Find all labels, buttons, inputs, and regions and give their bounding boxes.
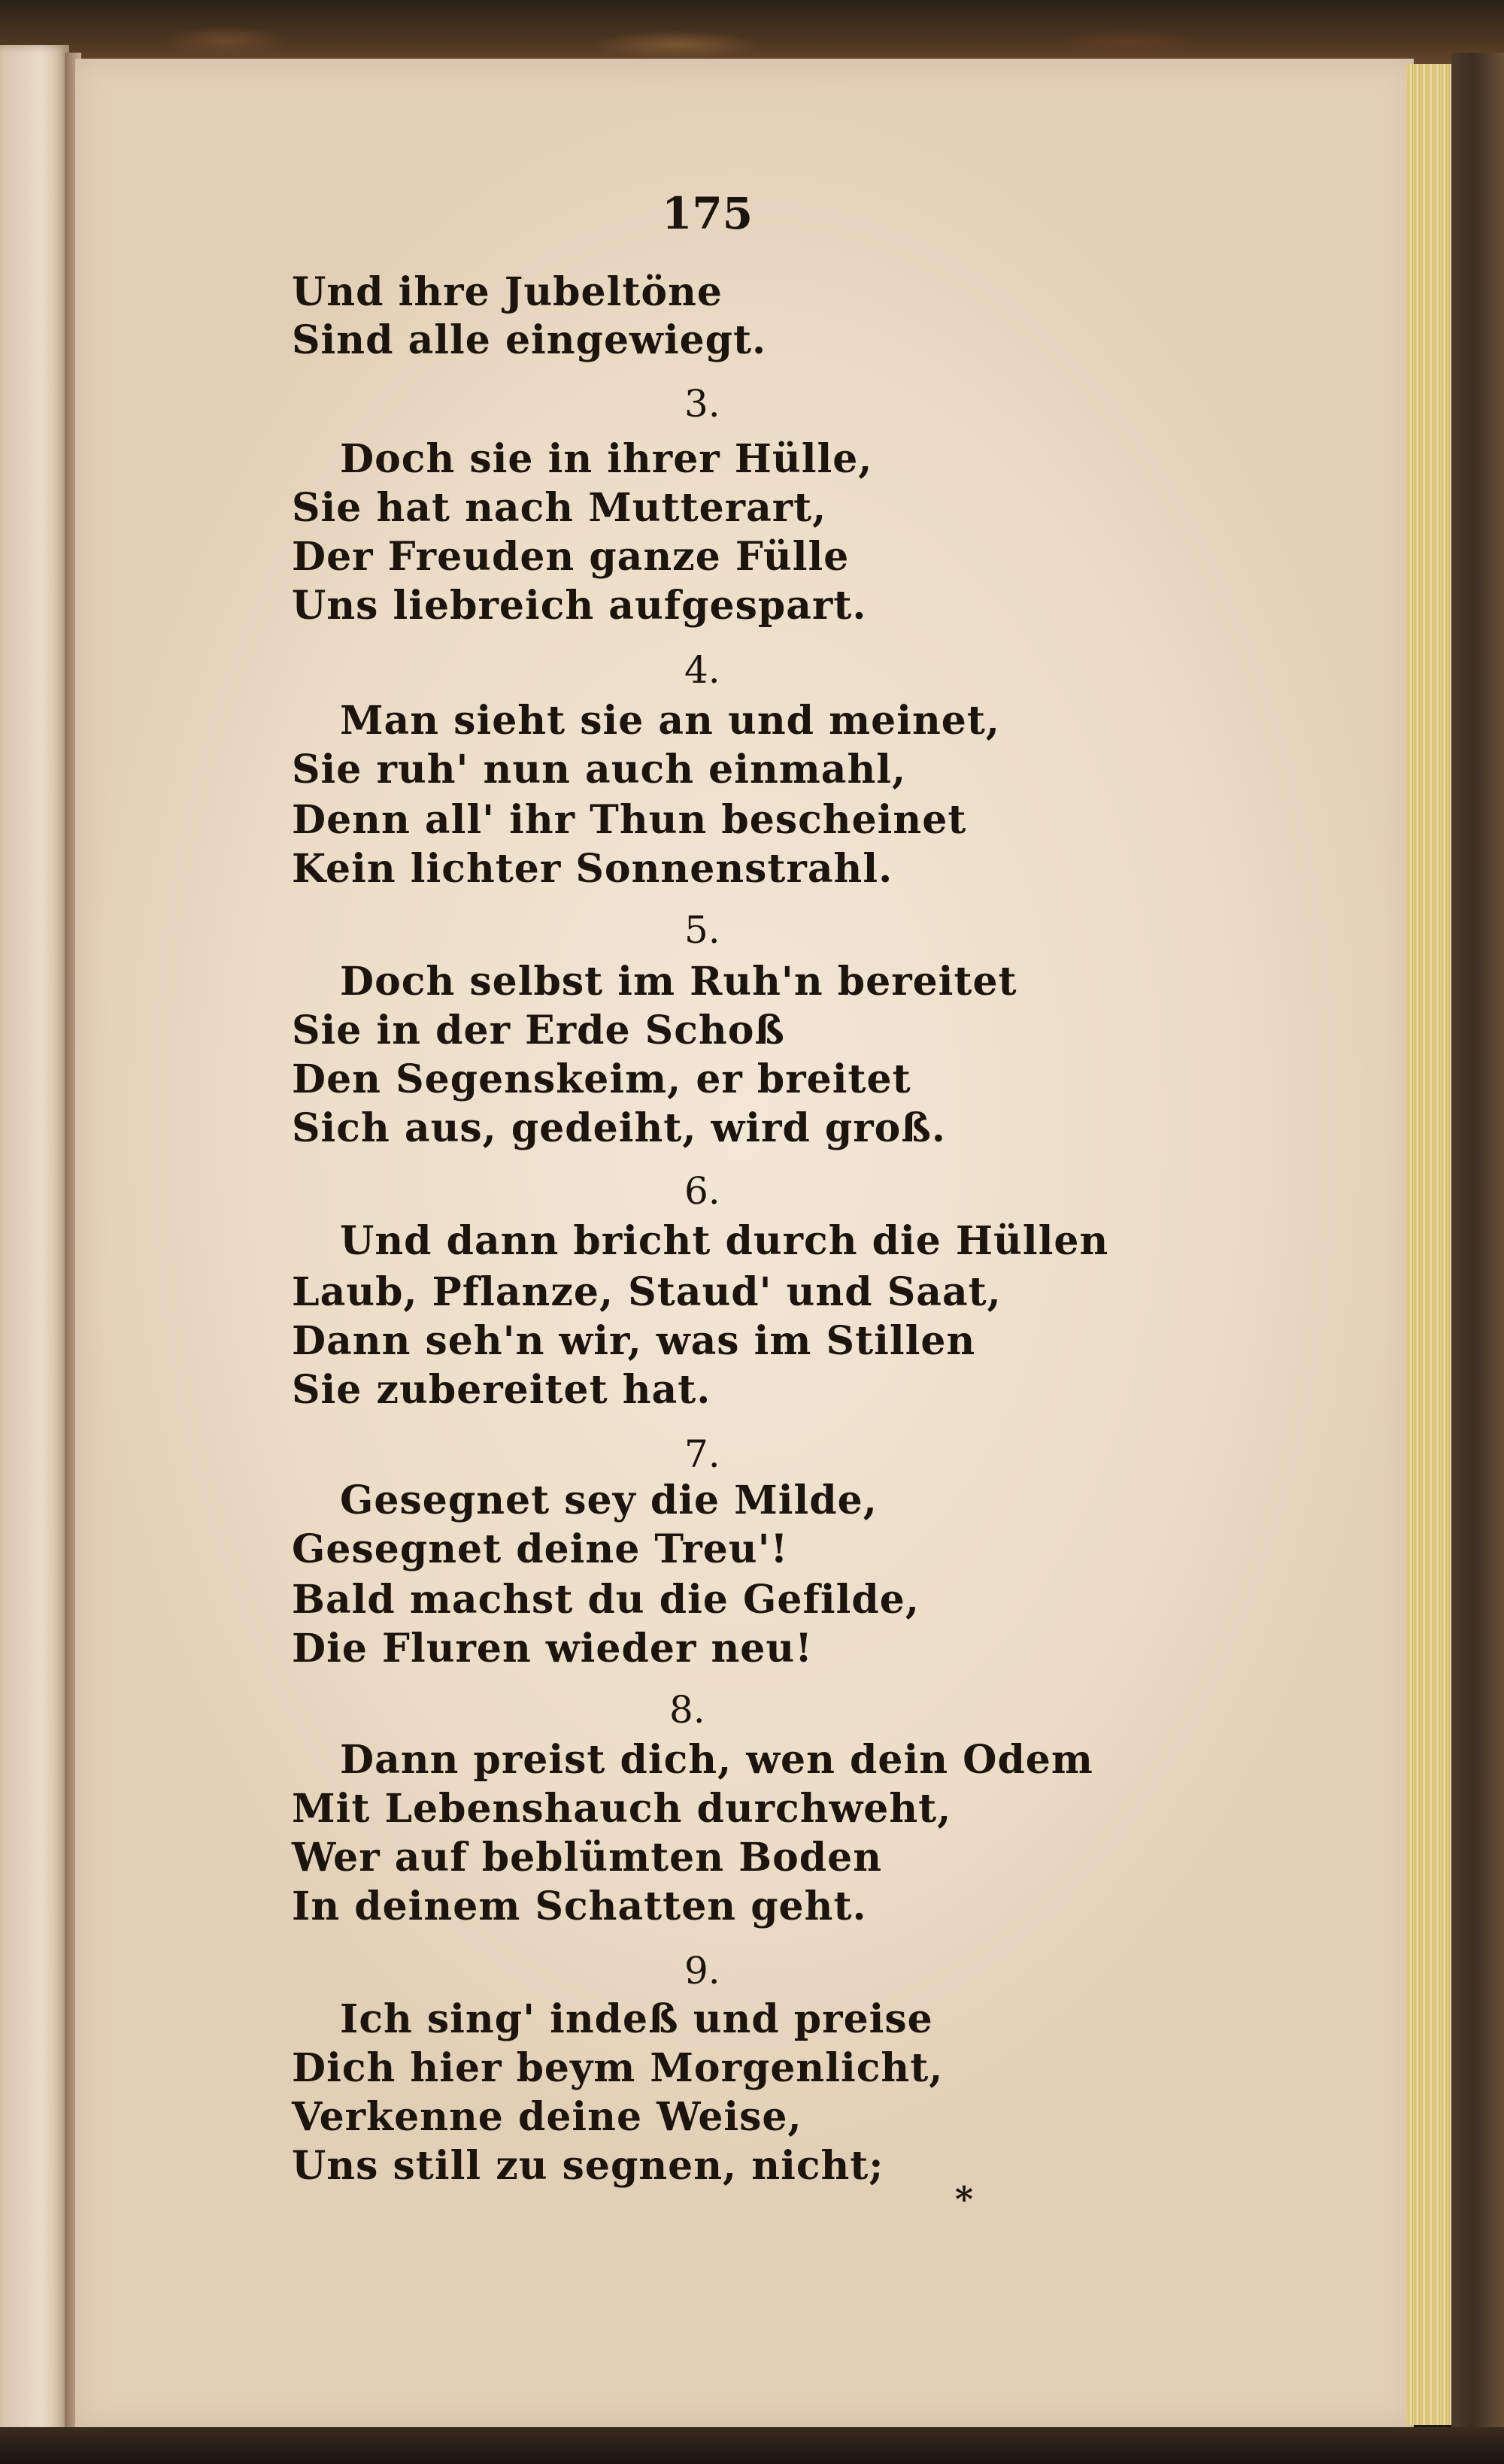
catchword-asterisk: * xyxy=(955,2179,974,2220)
poem-line: Ich sing' indeß und preise xyxy=(340,1996,933,2042)
poem-line: In deinem Schatten geht. xyxy=(292,1884,867,1929)
stanza-number: 4. xyxy=(684,648,720,692)
poem-line: Doch selbst im Ruh'n bereitet xyxy=(340,959,1017,1005)
poem-line: Kein lichter Sonnenstrahl. xyxy=(292,846,893,892)
poem-line: Laub, Pflanze, Staud' und Saat, xyxy=(292,1269,1002,1315)
stanza-number: 9. xyxy=(684,1949,720,1993)
poem-line: Uns still zu segnen, nicht; xyxy=(292,2143,884,2189)
poem-line: Dich hier beym Morgenlicht, xyxy=(292,2045,944,2091)
poem-line: Die Fluren wieder neu! xyxy=(292,1626,813,1671)
poem-line: Bald machst du die Gefilde, xyxy=(292,1577,920,1623)
poem-line: Sind alle eingewiegt. xyxy=(292,317,767,363)
poem-line: Und dann bricht durch die Hüllen xyxy=(340,1218,1109,1264)
poem-line: Den Segenskeim, er breitet xyxy=(292,1056,911,1102)
stanza-number: 7. xyxy=(684,1432,720,1476)
stanza-number: 3. xyxy=(684,382,720,426)
poem-line: Sie zubereitet hat. xyxy=(292,1367,711,1413)
poem-line: Mit Lebenshauch durchweht, xyxy=(292,1786,952,1832)
poem-line: Sie ruh' nun auch einmahl, xyxy=(292,747,907,793)
poem-line: Verkenne deine Weise, xyxy=(292,2094,802,2140)
poem-line: Dann preist dich, wen dein Odem xyxy=(340,1737,1093,1783)
poem-line: Dann seh'n wir, was im Stillen xyxy=(292,1318,976,1364)
stanza-number: 5. xyxy=(684,908,720,952)
stanza-number: 6. xyxy=(684,1169,720,1213)
poem-line: Der Freuden ganze Fülle xyxy=(292,534,850,580)
poem-line: Sie hat nach Mutterart, xyxy=(292,485,827,531)
page-number: 175 xyxy=(662,188,754,239)
poem-line: Sie in der Erde Schoß xyxy=(292,1008,785,1053)
poem-line: Und ihre Jubeltöne xyxy=(292,269,723,315)
poem-line: Wer auf beblümten Boden xyxy=(292,1835,882,1881)
poem-line: Man sieht sie an und meinet, xyxy=(340,698,1000,744)
poem-line: Uns liebreich aufgespart. xyxy=(292,583,867,629)
poem-line: Doch sie in ihrer Hülle, xyxy=(340,436,873,482)
poem-line: Gesegnet deine Treu'! xyxy=(292,1526,789,1572)
poem-line: Gesegnet sey die Milde, xyxy=(340,1477,878,1523)
poem-line: Denn all' ihr Thun bescheinet xyxy=(292,797,967,843)
stanza-number: 8. xyxy=(669,1688,705,1732)
poem-line: Sich aus, gedeiht, wird groß. xyxy=(292,1105,946,1151)
